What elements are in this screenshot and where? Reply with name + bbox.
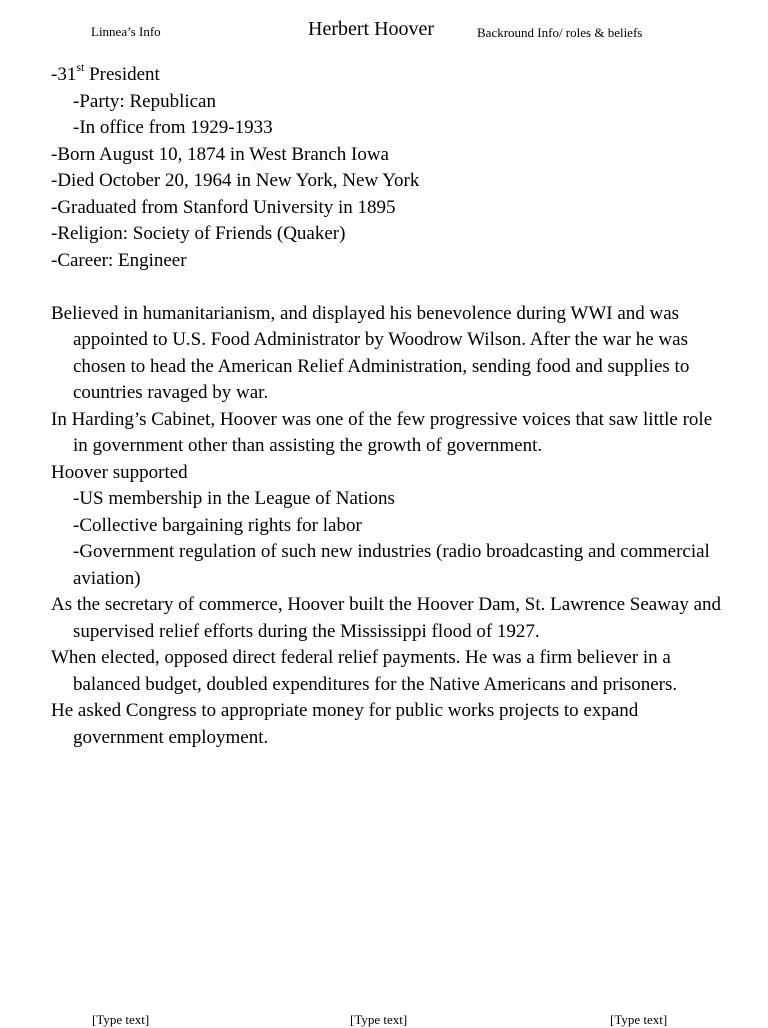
paragraph-humanitarianism: Believed in humanitarianism, and displayed his benevolence during WWI and was appointed to U.S. Food Administrator by Woodrow Wilson. After the war he was chosen to head the American Relief Administration, sending food and supplies to countries ravaged by war. [51,302,690,403]
paragraph-supported-heading: Hoover supported [51,461,188,483]
fact-religion: -Religion: Society of Friends (Quaker) [51,223,346,244]
supported-item: -Government regulation of such new industries (radio broadcasting and commercial aviation) [73,541,710,589]
footer-right-placeholder: [Type text] [610,1012,668,1027]
fact-career: -Career: Engineer [51,249,187,271]
fact-president-suffix: President [84,64,160,85]
fact-president [51,59,731,89]
paragraph-elected: When elected, opposed direct federal relief payments. He was a firm believer in a balanced budget, doubled expenditures for the Native Americans and prisoners. [51,647,678,695]
footer-center-placeholder: [Type text] [350,1012,408,1027]
fact-office: -In office from 1929-1933 [73,117,273,138]
supported-item: -US membership in the League of Nations [73,488,395,509]
document-body [51,59,731,751]
paragraph-gap [51,274,731,301]
header-right-text: Backround Info/ roles & beliefs [477,25,643,40]
fact-born: -Born August 10, 1874 in West Branch Iowa [51,143,389,165]
paragraph-commerce: As the secretary of commerce, Hoover built the Hoover Dam, St. Lawrence Seaway and supervised relief efforts during the Mississippi flood of 1927. [51,594,722,642]
header-left-text: Linnea’s Info [91,24,161,39]
fact-graduated: -Graduated from Stanford University in 1895 [51,196,396,218]
fact-president-ordinal: st [76,59,85,74]
fact-died: -Died October 20, 1964 in New York, New York [51,170,420,191]
supported-item: -Collective bargaining rights for labor [73,514,362,536]
paragraph-congress: He asked Congress to appropriate money for public works projects to expand government employment. [51,700,639,748]
document-title: Herbert Hoover [308,18,435,40]
fact-party: -Party: Republican [73,90,216,112]
paragraph-harding-cabinet: In Harding’s Cabinet, Hoover was one of the few progressive voices that saw little role in government other than assisting the growth of government. [51,408,713,456]
fact-president-prefix: -31 [51,64,77,85]
footer-left-placeholder: [Type text] [92,1012,150,1027]
